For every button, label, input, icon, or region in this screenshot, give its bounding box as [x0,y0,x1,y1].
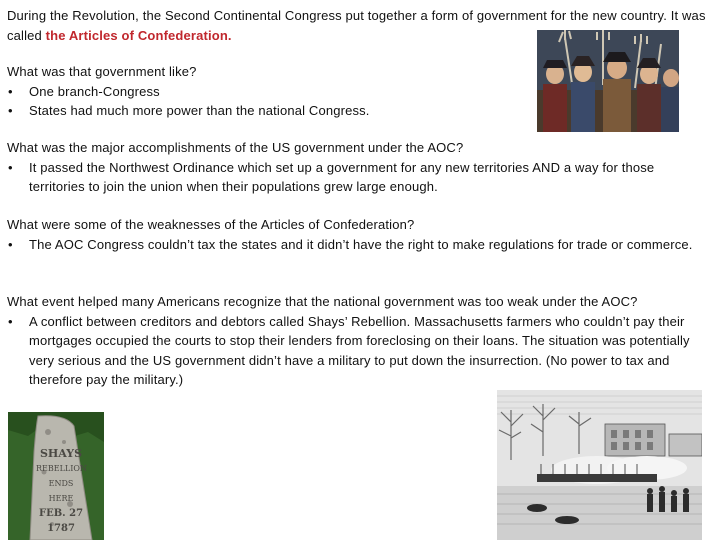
monument-inscription-line: SHAYS [39,447,83,460]
monument-inscription-line: FEB. 27 [38,508,84,519]
springfield-battle-engraving [497,390,702,540]
list-item: • States had much more power than the national Congress. [7,101,527,121]
farmers-pitchforks-image [537,30,679,132]
section-question: What event helped many Americans recognize that the national government was too weak under the AOC? [7,294,638,309]
bullet-icon: • [8,83,13,99]
monument-inscription-line: REBELLION [36,464,87,473]
section-question: What was that government like? [7,64,197,79]
bullet-icon: • [8,313,13,329]
section-shays-rebellion [7,292,707,390]
section-question: What was the major accomplishments of the US government under the AOC? [7,140,464,155]
section-question: What were some of the weaknesses of the Articles of Confederation? [7,217,415,232]
bullet-icon: • [8,236,13,252]
list-item: • The AOC Congress couldn’t tax the states and it didn’t have the right to make regulations for trade or commerce. [7,235,707,255]
bullet-icon: • [8,159,13,175]
monument-inscription-line: 1787 [47,523,75,534]
bullet-icon: • [8,103,13,118]
shays-monument-image [8,412,104,540]
list-item: • A conflict between creditors and debtors called Shays’ Rebellion. Massachusetts farmers who couldn’t pay their mortgages occupied the courts to stop their lenders from foreclosing on their loans. The situation was potentially very serious and the US government didn’t have a military to put down the insurrection. (No power to tax and therefore pay the military.) [8,313,690,387]
section-government [7,62,527,121]
intro-highlight: the Articles of Confederation. [45,27,232,43]
list-item: • It passed the Northwest Ordinance which set up a government for any new territories AND a way for those territories to join the union when their populations grew large enough. [8,159,655,194]
intro-text: During the Revolution, the Second Continental Congress put together a form of government for the new country. It was called [7,8,706,43]
monument-inscription-line: ENDS HERE [48,479,74,503]
list-item: • One branch-Congress [7,82,527,102]
section-weaknesses [7,215,707,254]
section-accomplishments [7,138,707,197]
